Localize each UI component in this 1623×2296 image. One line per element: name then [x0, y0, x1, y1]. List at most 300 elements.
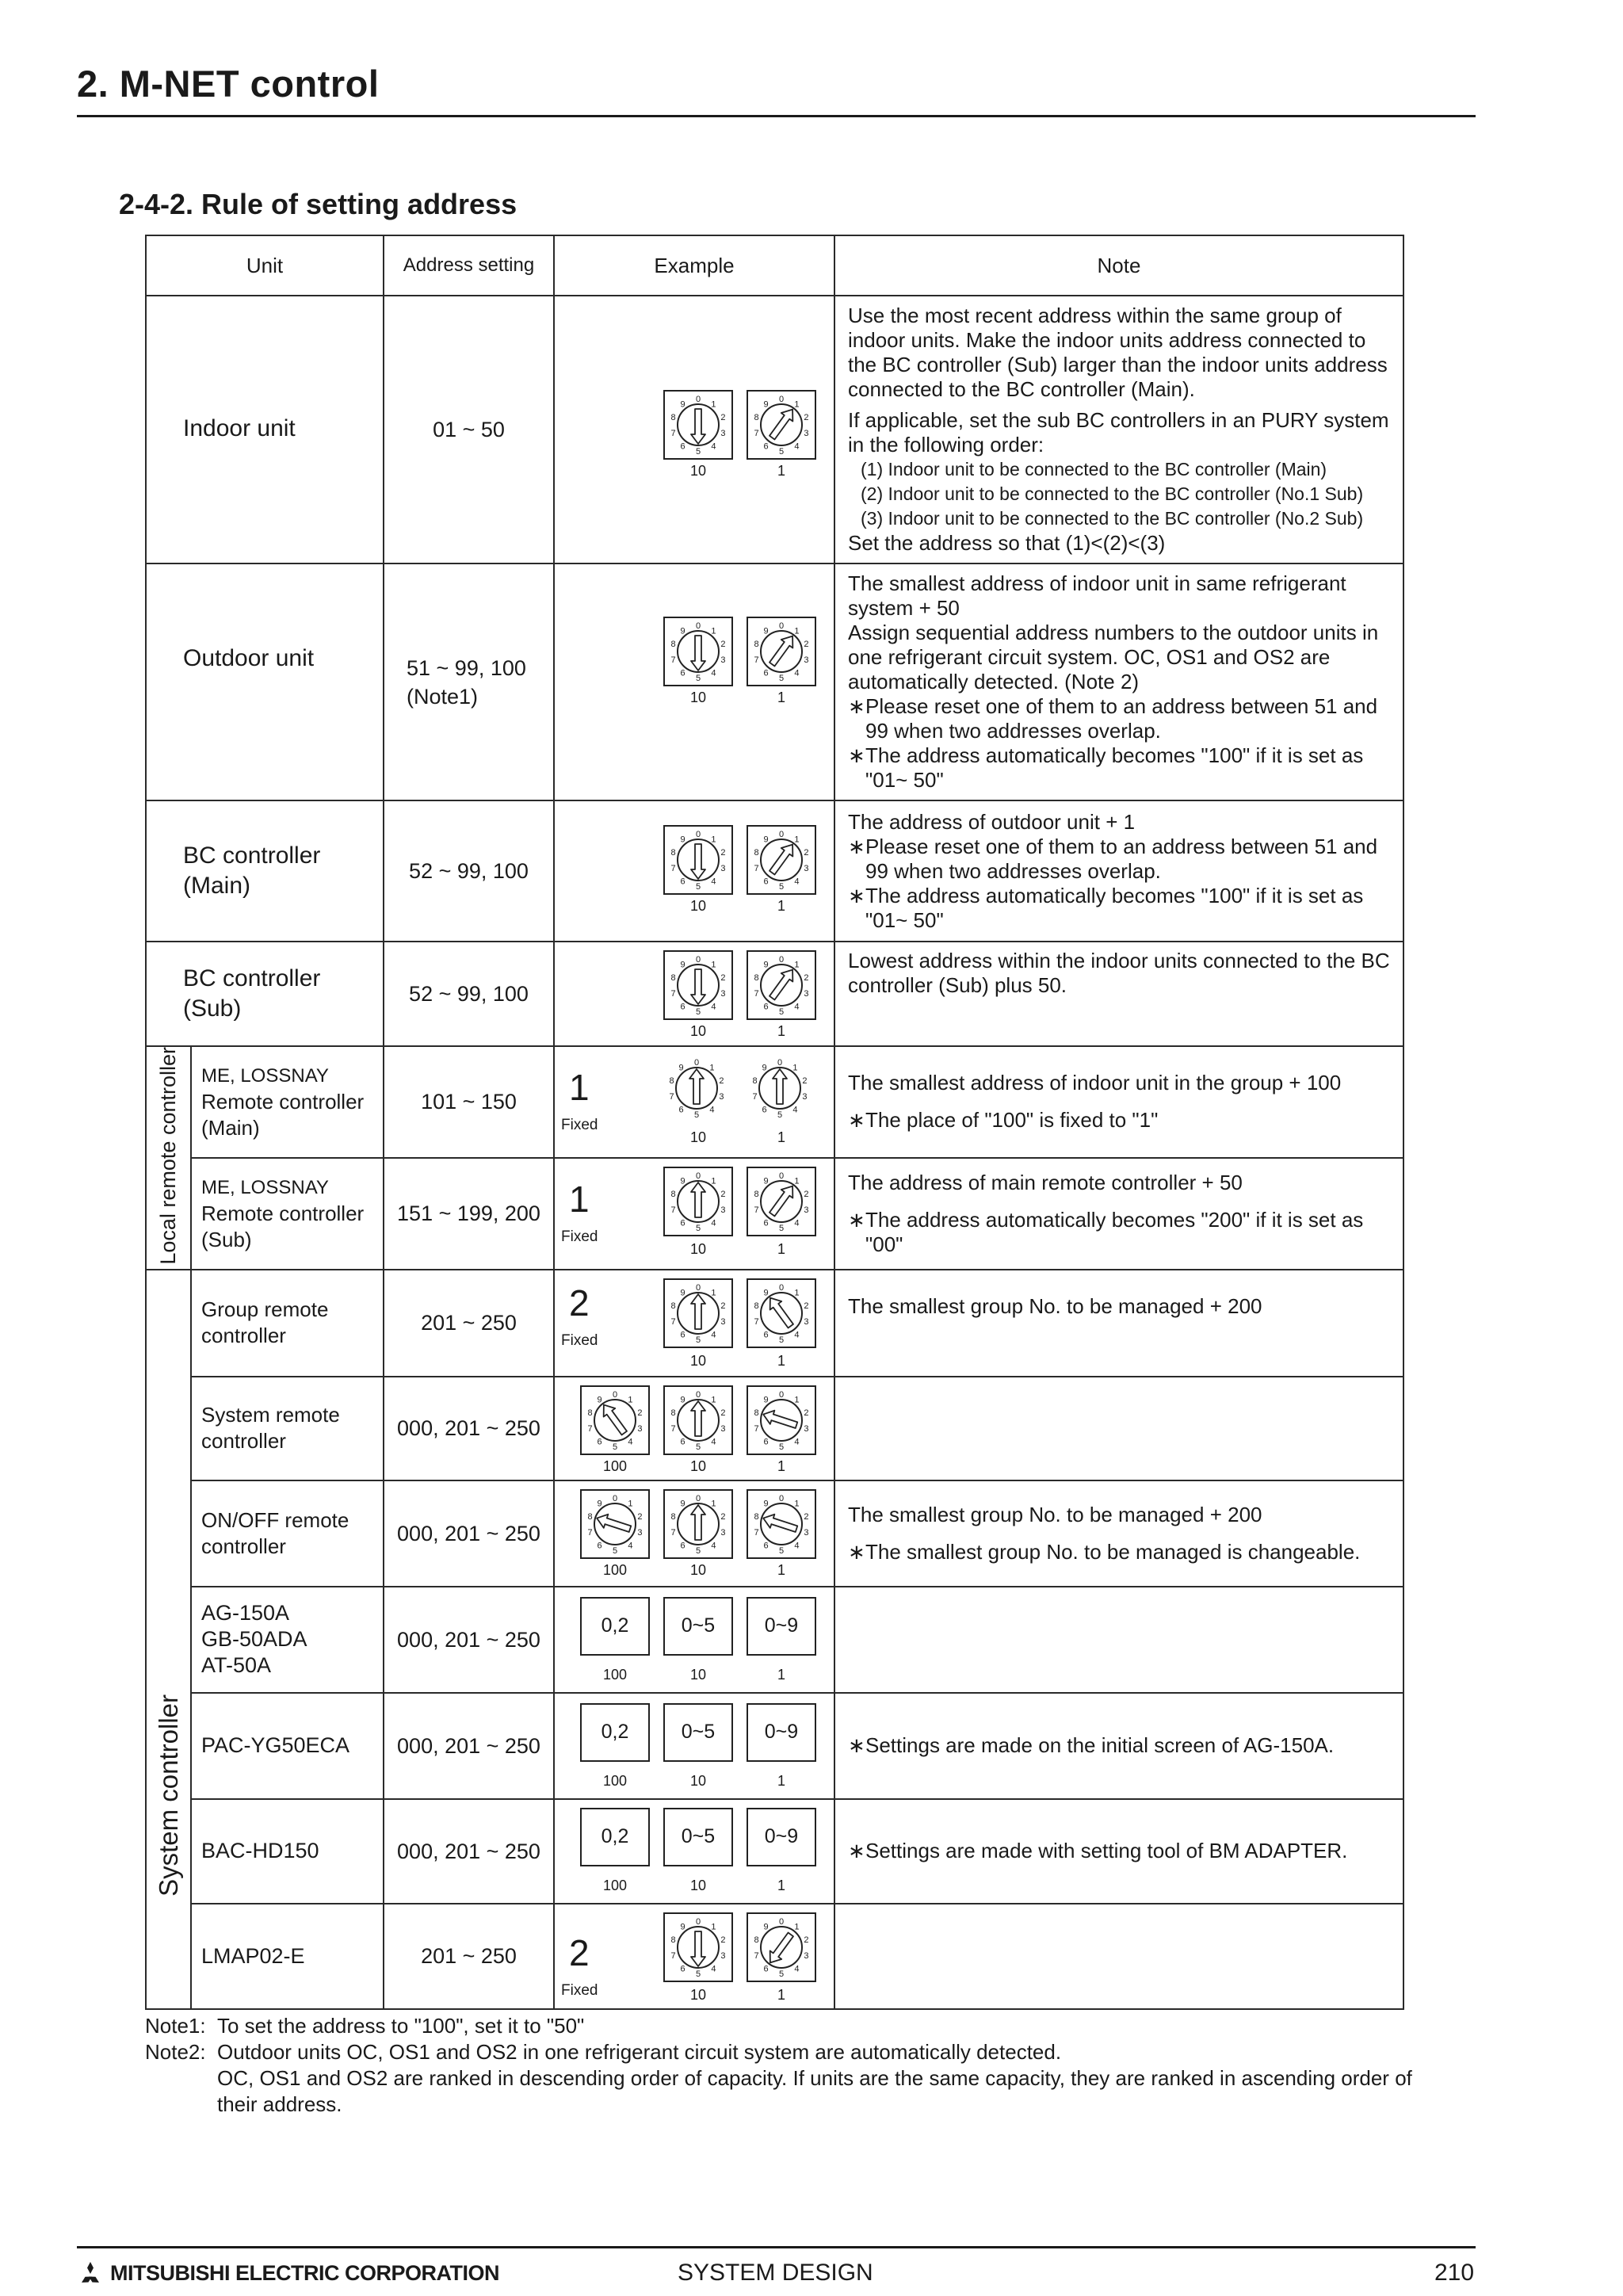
- rotary-switch-icon: [663, 617, 733, 686]
- svg-text:8: 8: [670, 972, 676, 983]
- unit-line: controller: [201, 1534, 286, 1558]
- svg-text:8: 8: [670, 1408, 676, 1418]
- svg-text:9: 9: [763, 835, 769, 845]
- switch-label: 10: [689, 1240, 707, 1257]
- example-group-rc: [554, 1270, 834, 1377]
- rotary-switch-icon: [747, 1278, 816, 1348]
- svg-text:3: 3: [720, 1205, 726, 1216]
- svg-text:5: 5: [778, 447, 785, 457]
- svg-text:7: 7: [670, 1423, 676, 1434]
- svg-text:1: 1: [711, 1394, 716, 1404]
- fixed-label: Fixed: [561, 1331, 598, 1349]
- svg-text:7: 7: [754, 1205, 759, 1216]
- svg-text:0: 0: [695, 830, 701, 839]
- svg-text:2: 2: [719, 1075, 724, 1086]
- svg-text:4: 4: [711, 1964, 716, 1974]
- svg-text:8: 8: [670, 639, 676, 649]
- table-row: [146, 563, 1403, 800]
- unit-line: BC controller: [183, 965, 321, 991]
- switch-label: 1: [777, 1352, 785, 1369]
- svg-text:1: 1: [711, 1921, 716, 1931]
- svg-text:7: 7: [752, 1092, 758, 1102]
- svg-text:1: 1: [794, 1498, 800, 1508]
- category-label: System controller: [153, 1694, 183, 1897]
- svg-text:2: 2: [804, 847, 809, 858]
- svg-text:6: 6: [680, 1002, 685, 1012]
- three-diamonds-icon: [77, 2262, 104, 2286]
- svg-text:0: 0: [778, 1389, 785, 1400]
- switch-label: 10: [689, 1352, 707, 1369]
- header-note: Note: [834, 235, 1403, 296]
- svg-text:9: 9: [763, 1394, 769, 1404]
- address-lmap02-e: 201 ~ 250: [384, 1904, 554, 2009]
- unit-line: System remote: [201, 1403, 340, 1427]
- svg-text:5: 5: [778, 674, 785, 683]
- rotary-switch-icon: [747, 390, 816, 460]
- svg-text:6: 6: [680, 1964, 685, 1974]
- unit-line: controller: [201, 1429, 286, 1454]
- svg-text:0: 0: [612, 1493, 618, 1503]
- switch-label: 10: [689, 1023, 707, 1039]
- footnote-1: [145, 2013, 1453, 2039]
- svg-text:6: 6: [763, 1330, 769, 1340]
- example-system-rc: [554, 1377, 834, 1480]
- svg-text:3: 3: [719, 1092, 724, 1102]
- svg-text:2: 2: [720, 1935, 726, 1945]
- note-remark: ∗ The address automatically becomes "200" if it is set as "00": [848, 1208, 1396, 1257]
- svg-text:7: 7: [670, 1205, 676, 1216]
- svg-text:3: 3: [804, 1423, 809, 1434]
- svg-text:5: 5: [693, 1110, 700, 1120]
- svg-text:4: 4: [794, 1330, 800, 1340]
- svg-text:8: 8: [587, 1408, 593, 1418]
- rotary-switch-icon: [580, 1489, 650, 1559]
- unit-pac-yg50eca: PAC-YG50ECA: [191, 1693, 384, 1799]
- svg-text:4: 4: [711, 668, 716, 678]
- rotary-switch-icon: [747, 950, 816, 1020]
- note-text: The address of outdoor unit + 1: [848, 809, 1136, 834]
- svg-text:2: 2: [720, 1301, 726, 1311]
- address-outdoor: [384, 563, 554, 800]
- footnote-2: [145, 2039, 1453, 2065]
- svg-text:6: 6: [678, 1105, 684, 1115]
- svg-text:7: 7: [754, 1316, 759, 1327]
- svg-text:9: 9: [597, 1498, 602, 1508]
- svg-text:9: 9: [680, 960, 685, 970]
- unit-line: Remote controller: [201, 1089, 365, 1114]
- svg-text:9: 9: [680, 1287, 685, 1297]
- svg-text:4: 4: [628, 1437, 633, 1447]
- note-system-rc: [834, 1377, 1403, 1480]
- rotary-switch-icon: [747, 617, 816, 686]
- range-box: 0,2: [580, 1597, 650, 1656]
- svg-text:3: 3: [804, 864, 809, 874]
- switch-label: 100: [602, 1561, 628, 1578]
- svg-text:8: 8: [752, 1075, 758, 1086]
- table-row: [146, 1158, 1403, 1270]
- note-rc-sub: [834, 1158, 1403, 1270]
- note-list-item: (3) Indoor unit to be connected to the BC controller (No.2 Sub): [861, 508, 1364, 529]
- svg-text:5: 5: [695, 674, 701, 683]
- note-bac-hd150: [834, 1799, 1403, 1904]
- note-onoff-rc: [834, 1480, 1403, 1587]
- note-bc-main: [834, 800, 1403, 942]
- svg-text:4: 4: [711, 1437, 716, 1447]
- rotary-switch-icon: [663, 1385, 733, 1455]
- svg-text:4: 4: [709, 1105, 715, 1115]
- address-group-rc: 201 ~ 250: [384, 1270, 554, 1377]
- svg-text:0: 0: [695, 1389, 701, 1400]
- switch-label: 1: [777, 1023, 785, 1039]
- svg-text:0: 0: [777, 1058, 783, 1068]
- svg-text:2: 2: [720, 972, 726, 983]
- address-bac-hd150: 000, 201 ~ 250: [384, 1799, 554, 1904]
- unit-indoor: Indoor unit: [146, 296, 384, 563]
- footnotes: [145, 2013, 1453, 2118]
- table-row: [146, 1480, 1403, 1587]
- note-remark: ∗ The address automatically becomes "100" if it is set as "01~ 50": [848, 884, 1396, 933]
- switch-label: 1: [777, 1240, 785, 1257]
- svg-text:3: 3: [804, 989, 809, 999]
- svg-text:1: 1: [794, 1176, 800, 1186]
- svg-text:9: 9: [762, 1063, 767, 1073]
- svg-text:0: 0: [695, 1171, 701, 1181]
- svg-text:9: 9: [680, 1921, 685, 1931]
- svg-text:3: 3: [804, 1316, 809, 1327]
- svg-text:8: 8: [670, 847, 676, 858]
- svg-text:2: 2: [802, 1075, 808, 1086]
- table-row: [146, 1587, 1403, 1693]
- unit-rc-sub: [191, 1158, 384, 1270]
- fixed-label: Fixed: [561, 1117, 598, 1133]
- note-text: If applicable, set the sub BC controllers in an PURY system in the following order:: [848, 408, 1389, 457]
- svg-text:6: 6: [763, 877, 769, 887]
- example-indoor: [554, 296, 834, 563]
- header-example: Example: [554, 235, 834, 296]
- svg-text:4: 4: [711, 1002, 716, 1012]
- svg-text:4: 4: [794, 668, 800, 678]
- svg-text:5: 5: [778, 1335, 785, 1345]
- svg-text:9: 9: [763, 1498, 769, 1508]
- note-indoor: [834, 296, 1403, 563]
- svg-text:3: 3: [637, 1527, 643, 1538]
- svg-text:4: 4: [794, 1964, 800, 1974]
- svg-text:6: 6: [763, 1218, 769, 1228]
- svg-text:2: 2: [637, 1511, 643, 1522]
- svg-text:3: 3: [804, 1205, 809, 1216]
- header-address-setting: Address setting: [384, 235, 554, 296]
- note-group-rc: [834, 1270, 1403, 1377]
- svg-text:3: 3: [720, 1316, 726, 1327]
- svg-text:5: 5: [612, 1442, 618, 1452]
- svg-text:9: 9: [680, 399, 685, 410]
- svg-text:8: 8: [587, 1511, 593, 1522]
- example-bc-main: [554, 800, 834, 942]
- footnote-text: Outdoor units OC, OS1 and OS2 in one refrigerant circuit system are automatically detected.: [217, 2040, 1062, 2064]
- unit-line: (Sub): [201, 1227, 252, 1251]
- svg-text:9: 9: [680, 1176, 685, 1186]
- svg-text:6: 6: [680, 877, 685, 887]
- unit-outdoor: Outdoor unit: [146, 563, 384, 800]
- unit-line: BC controller: [183, 842, 321, 869]
- svg-text:4: 4: [794, 1541, 800, 1551]
- unit-line: Remote controller: [201, 1201, 365, 1225]
- unit-line: (Main): [183, 873, 251, 899]
- note-remark: ∗ The smallest group No. to be managed is changeable.: [848, 1540, 1396, 1564]
- note-text: The address of main remote controller + 50: [848, 1170, 1243, 1194]
- svg-text:0: 0: [778, 621, 785, 631]
- svg-text:4: 4: [711, 1330, 716, 1340]
- note-text: Assign sequential address numbers to the outdoor units in one refrigerant circuit system. OC, OS1 and OS2 are automatically detected. (Note 2): [848, 621, 1379, 693]
- example-lmap02-e: [554, 1904, 834, 2009]
- switch-label: 10: [689, 1457, 707, 1474]
- svg-text:7: 7: [670, 864, 676, 874]
- rotary-switch-icon: [663, 1912, 733, 1982]
- unit-line: ME, LOSSNAY: [201, 1176, 329, 1198]
- svg-text:2: 2: [804, 1189, 809, 1199]
- rotary-switch-icon: [663, 950, 733, 1020]
- footer-section: SYSTEM DESIGN: [678, 2260, 873, 2286]
- svg-text:3: 3: [804, 429, 809, 439]
- switch-label: 10: [689, 1561, 707, 1578]
- fixed-label: Fixed: [561, 1981, 598, 1999]
- svg-text:0: 0: [695, 395, 701, 404]
- switch-label: 100: [602, 1457, 628, 1474]
- svg-text:9: 9: [763, 1176, 769, 1186]
- svg-text:1: 1: [794, 1921, 800, 1931]
- unit-line: GB-50ADA: [201, 1627, 307, 1652]
- svg-text:6: 6: [597, 1541, 602, 1551]
- address-note-ref: (Note1): [407, 684, 479, 709]
- unit-line: controller: [201, 1324, 286, 1348]
- svg-text:1: 1: [711, 835, 716, 845]
- svg-text:6: 6: [680, 441, 685, 452]
- svg-text:6: 6: [763, 668, 769, 678]
- address-pac-yg50eca: 000, 201 ~ 250: [384, 1693, 554, 1799]
- footnote-text: To set the address to "100", set it to "50": [217, 2014, 585, 2038]
- switch-label: 10: [689, 1666, 707, 1683]
- svg-text:9: 9: [597, 1394, 602, 1404]
- rotary-switch-icon: [663, 1278, 733, 1348]
- svg-text:4: 4: [794, 877, 800, 887]
- note-text: Use the most recent address within the same group of indoor units. Make the indoor units address connected to the BC controller (Sub) larger than the indoor units address connected to the BC controller (Main).: [848, 304, 1388, 401]
- svg-text:3: 3: [804, 1527, 809, 1538]
- svg-text:7: 7: [754, 1950, 759, 1961]
- range-box: 0~9: [747, 1703, 816, 1762]
- svg-text:1: 1: [711, 399, 716, 410]
- fixed-label: Fixed: [561, 1228, 598, 1245]
- switch-label: 10: [689, 1129, 707, 1145]
- rotary-switch-icon: [747, 1912, 816, 1982]
- svg-text:8: 8: [670, 1189, 676, 1199]
- svg-text:2: 2: [720, 847, 726, 858]
- unit-ag150a: [191, 1587, 384, 1693]
- svg-text:7: 7: [669, 1092, 674, 1102]
- note-pac-yg50eca: [834, 1693, 1403, 1799]
- table-row: [146, 296, 1403, 563]
- svg-text:9: 9: [763, 626, 769, 636]
- switch-label: 1: [777, 1561, 785, 1578]
- svg-text:2: 2: [720, 412, 726, 422]
- svg-text:5: 5: [778, 1223, 785, 1233]
- svg-text:7: 7: [754, 989, 759, 999]
- svg-text:2: 2: [720, 1511, 726, 1522]
- svg-text:7: 7: [754, 655, 759, 666]
- svg-text:7: 7: [587, 1423, 593, 1434]
- svg-text:6: 6: [680, 1218, 685, 1228]
- example-rc-sub: [554, 1158, 834, 1270]
- chapter-title: 2. M-NET control: [77, 63, 380, 105]
- note-remark: ∗ Please reset one of them to an address between 51 and 99 when two addresses overlap.: [848, 694, 1396, 743]
- address-rc-main: 101 ~ 150: [384, 1046, 554, 1158]
- svg-text:7: 7: [754, 864, 759, 874]
- svg-text:3: 3: [637, 1423, 643, 1434]
- range-box: 0,2: [580, 1703, 650, 1762]
- svg-text:3: 3: [720, 655, 726, 666]
- svg-text:4: 4: [711, 877, 716, 887]
- switch-label: 10: [689, 1986, 707, 2003]
- example-bc-sub: [554, 942, 834, 1046]
- svg-text:6: 6: [763, 1437, 769, 1447]
- switch-label: 1: [777, 1772, 785, 1789]
- svg-text:8: 8: [754, 972, 759, 983]
- svg-text:0: 0: [778, 1916, 785, 1927]
- rotary-switch-icon: [663, 1055, 733, 1125]
- unit-bc-sub: [146, 942, 384, 1046]
- example-rc-main: [554, 1046, 834, 1158]
- unit-line: (Main): [201, 1115, 260, 1140]
- switch-label: 10: [689, 1772, 707, 1789]
- svg-text:6: 6: [680, 1330, 685, 1340]
- address-indoor: 01 ~ 50: [384, 296, 554, 563]
- svg-text:5: 5: [695, 447, 701, 457]
- category-local-remote-controller: [146, 1046, 191, 1270]
- table-row: [146, 1904, 1403, 2009]
- svg-text:8: 8: [670, 1511, 676, 1522]
- svg-text:5: 5: [778, 1969, 785, 1979]
- unit-lmap02-e: LMAP02-E: [191, 1904, 384, 2009]
- note-remark: ∗ Settings are made with setting tool of BM ADAPTER.: [848, 1839, 1396, 1863]
- svg-text:4: 4: [794, 441, 800, 452]
- svg-text:1: 1: [711, 960, 716, 970]
- svg-text:6: 6: [680, 1541, 685, 1551]
- svg-text:9: 9: [763, 399, 769, 410]
- svg-text:1: 1: [794, 960, 800, 970]
- switch-label: 1: [777, 898, 785, 914]
- address-onoff-rc: 000, 201 ~ 250: [384, 1480, 554, 1587]
- address-rc-sub: 151 ~ 199, 200: [384, 1158, 554, 1270]
- note-remark: ∗ Settings are made on the initial screen of AG-150A.: [848, 1733, 1396, 1758]
- svg-text:2: 2: [720, 639, 726, 649]
- svg-text:1: 1: [794, 626, 800, 636]
- svg-text:9: 9: [763, 1287, 769, 1297]
- note-outdoor: [834, 563, 1403, 800]
- section-title: 2-4-2. Rule of setting address: [119, 188, 517, 220]
- address-value: 51 ~ 99, 100: [407, 655, 526, 680]
- rotary-switch-icon: [663, 1167, 733, 1236]
- svg-text:4: 4: [628, 1541, 633, 1551]
- svg-text:9: 9: [763, 960, 769, 970]
- rotary-switch-icon: [747, 1489, 816, 1559]
- svg-text:8: 8: [669, 1075, 674, 1086]
- unit-line: Group remote: [201, 1297, 329, 1322]
- svg-text:8: 8: [670, 1301, 676, 1311]
- svg-text:2: 2: [804, 1511, 809, 1522]
- svg-text:0: 0: [695, 1282, 701, 1293]
- page-number: 210: [1434, 2260, 1475, 2286]
- note-text: The smallest group No. to be managed + 200: [848, 1502, 1262, 1526]
- note-list-item: (2) Indoor unit to be connected to the BC controller (No.1 Sub): [861, 483, 1364, 504]
- unit-line: AT-50A: [201, 1653, 272, 1678]
- svg-text:4: 4: [711, 441, 716, 452]
- svg-text:9: 9: [678, 1063, 684, 1073]
- svg-text:5: 5: [777, 1110, 783, 1120]
- svg-text:5: 5: [695, 1545, 701, 1556]
- svg-text:5: 5: [778, 1007, 785, 1017]
- range-box: 0~9: [747, 1808, 816, 1866]
- svg-text:8: 8: [754, 639, 759, 649]
- svg-text:2: 2: [804, 1935, 809, 1945]
- svg-text:1: 1: [794, 399, 800, 410]
- svg-text:9: 9: [680, 1498, 685, 1508]
- svg-text:4: 4: [792, 1105, 798, 1115]
- switch-label: 1: [777, 1877, 785, 1893]
- svg-text:8: 8: [754, 1301, 759, 1311]
- rotary-switch-icon: [747, 825, 816, 895]
- note-text: The smallest address of indoor unit in the group + 100: [848, 1071, 1342, 1095]
- note-lmap02-e: [834, 1904, 1403, 2009]
- svg-text:1: 1: [628, 1394, 633, 1404]
- company-name: MITSUBISHI ELECTRIC CORPORATION: [110, 2261, 500, 2285]
- svg-text:5: 5: [778, 1442, 785, 1452]
- svg-text:0: 0: [778, 1171, 785, 1181]
- svg-text:7: 7: [670, 1950, 676, 1961]
- svg-text:5: 5: [695, 1007, 701, 1017]
- header-unit: Unit: [146, 235, 384, 296]
- svg-text:4: 4: [711, 1218, 716, 1228]
- svg-text:6: 6: [763, 1002, 769, 1012]
- note-text: Set the address so that (1)<(2)<(3): [848, 531, 1166, 555]
- fixed-digit: 2: [569, 1931, 590, 1973]
- svg-text:7: 7: [754, 1527, 759, 1538]
- svg-text:1: 1: [709, 1063, 715, 1073]
- fixed-digit: 2: [569, 1282, 590, 1324]
- table-row: [146, 1046, 1403, 1158]
- svg-text:0: 0: [695, 1916, 701, 1927]
- svg-text:0: 0: [778, 395, 785, 404]
- address-rule-table: [145, 235, 1404, 2010]
- unit-system-rc: [191, 1377, 384, 1480]
- svg-text:3: 3: [720, 429, 726, 439]
- footnote-continuation: OC, OS1 and OS2 are ranked in descending order of capacity. If units are the same capacity, they are ranked in ascending order of their address.: [217, 2066, 1412, 2116]
- svg-text:9: 9: [680, 1394, 685, 1404]
- svg-text:7: 7: [754, 1423, 759, 1434]
- switch-label: 10: [689, 1877, 707, 1893]
- rotary-switch-icon: [747, 1167, 816, 1236]
- svg-text:2: 2: [804, 639, 809, 649]
- footnote-key: Note2:: [145, 2040, 206, 2064]
- svg-text:8: 8: [754, 1408, 759, 1418]
- switch-label: 10: [689, 898, 707, 914]
- note-list-item: (1) Indoor unit to be connected to the BC controller (Main): [861, 459, 1327, 479]
- note-text: Lowest address within the indoor units connected to the BC controller (Sub) plus 50.: [848, 949, 1390, 997]
- svg-text:2: 2: [637, 1408, 643, 1418]
- note-rc-main: [834, 1046, 1403, 1158]
- svg-text:7: 7: [670, 1316, 676, 1327]
- switch-label: 1: [777, 463, 785, 479]
- note-ag150a: [834, 1587, 1403, 1693]
- range-box: 0~5: [663, 1703, 733, 1762]
